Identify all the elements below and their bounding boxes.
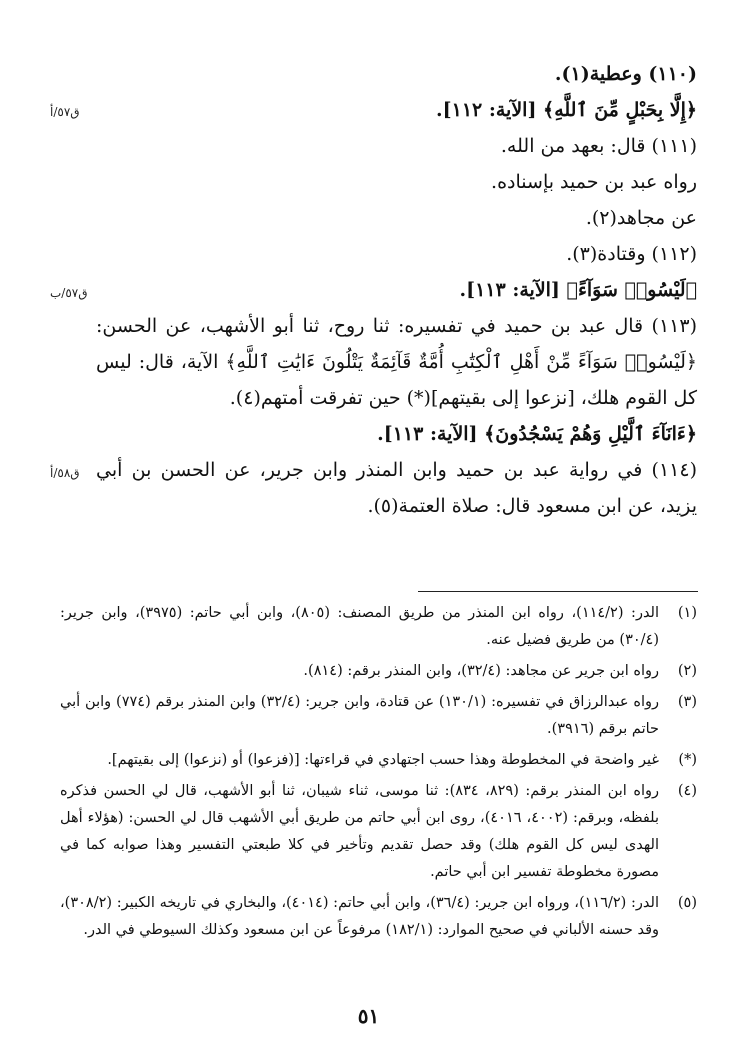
page-number: ٥١ (357, 1004, 380, 1028)
paragraph: (١١٢) وقتادة(٣). (566, 243, 697, 265)
margin-note: ق٥٧/ب (50, 286, 88, 300)
footnote-text: الدر: (١١٤/٢)، رواه ابن المنذر من طريق المصنف: (٨٠٥)، وابن أبي حاتم: (٣٩٧٥)، وابن جرير: (٣٠/٤) من طريق فضيل عنه. (60, 605, 660, 648)
footnote (60, 747, 697, 774)
paragraph: (١١٣) قال عبد بن حميد في تفسيره: ثنا روح، ثنا أبو الأشهب، عن الحسن: ﴿لَيْسُوا۟ سَوَآءً مِّنْ أَهْلِ ٱلْكِتَٰبِ أُمَّةٌ قَآئِمَةٌ يَتْلُونَ ءَايَٰتِ ٱللَّهِ﴾ الآية، قال: ليس كل القوم هلك، [نزعوا إلى بقيتهم](*) حين تفرقت أمتهم(٤). (96, 315, 697, 409)
verse-heading: ﴿إِلَّا بِحَبْلٍ مِّنَ ٱللَّهِ﴾ [الآية: ١١٢]. (436, 99, 697, 121)
margin-note: ق٥٧/أ (50, 105, 80, 119)
footnote-mark: (٥) (677, 895, 697, 911)
footnotes (60, 600, 697, 948)
paragraph: (١١١) قال: بعهد من الله. (500, 135, 697, 157)
verse-heading: ﴿ءَانَآءَ ٱلَّيْلِ وَهُمْ يَسْجُدُونَ﴾ [الآية: ١١٣]. (377, 423, 697, 445)
footnote-mark: (٣) (677, 694, 697, 710)
footnote-divider (418, 591, 698, 592)
footnote (60, 778, 697, 886)
verse-heading: ﴿لَيْسُوا۟ سَوَآءً﴾ [الآية: ١١٣]. (459, 279, 697, 301)
paragraph: رواه عبد بن حميد بإسناده. (491, 171, 697, 193)
main-text (96, 56, 697, 524)
footnote (60, 890, 697, 944)
paragraph: (١١٤) في رواية عبد بن حميد وابن المنذر وابن جرير، عن الحسن بن أبي يزيد، عن ابن مسعود قال: صلاة العتمة(٥). (96, 459, 697, 517)
footnote (60, 658, 697, 685)
footnote-text: غير واضحة في المخطوطة وهذا حسب اجتهادي في قراءتها: [(فزعوا) أو (نزعوا) إلى بقيتهم]. (107, 752, 659, 768)
footnote (60, 689, 697, 743)
footnote-text: رواه ابن المنذر برقم: (٨٢٩، ٨٣٤): ثنا موسى، ثناء شيبان، ثنا أبو الأشهب، قال لي الحسن فذكره بلفظه، وبرقم: (٤٠٠٢، ٤٠١٦)، روى ابن أبي حاتم من طريق أبي الأشهب قال لي الحسن: (هؤلاء أهل الهدى ليس كل القوم هلك) وقد حصل تقديم وتأخير في كلا طبعتي التفسير وهذا صوابه كما في مصورة مخطوطة تفسير ابن أبي حاتم. (60, 783, 660, 880)
footnote-text: الدر: (١١٦/٢)، ورواه ابن جرير: (٣٦/٤)، وابن أبي حاتم: (٤٠١٤)، والبخاري في تاريخه الكبير: (٣٠٨/٢)، وقد حسنه الألباني في صحيح الموارد: (١٨٢/١) مرفوعاً عن ابن مسعود وكذلك السيوطي في الدر. (60, 895, 659, 938)
margin-note: ق٥٨/أ (50, 466, 80, 480)
footnote-text: رواه ابن جرير عن مجاهد: (٣٢/٤)، وابن المنذر برقم: (٨١٤). (303, 663, 659, 679)
footnote-mark: (٢) (677, 663, 697, 679)
footnote-text: رواه عبدالرزاق في تفسيره: (١٣٠/١) عن قتادة، وابن جرير: (٣٢/٤) وابن المنذر برقم (٧٧٤) وابن أبي حاتم برقم (٣٩١٦). (60, 694, 659, 737)
paragraph: (١١٠) وعطية(١). (554, 63, 697, 85)
paragraph: عن مجاهد(٢). (585, 207, 697, 229)
footnote-mark: (٤) (677, 783, 697, 799)
footnote-mark: (*) (678, 752, 697, 768)
footnote (60, 600, 697, 654)
footnote-mark: (١) (677, 605, 697, 621)
